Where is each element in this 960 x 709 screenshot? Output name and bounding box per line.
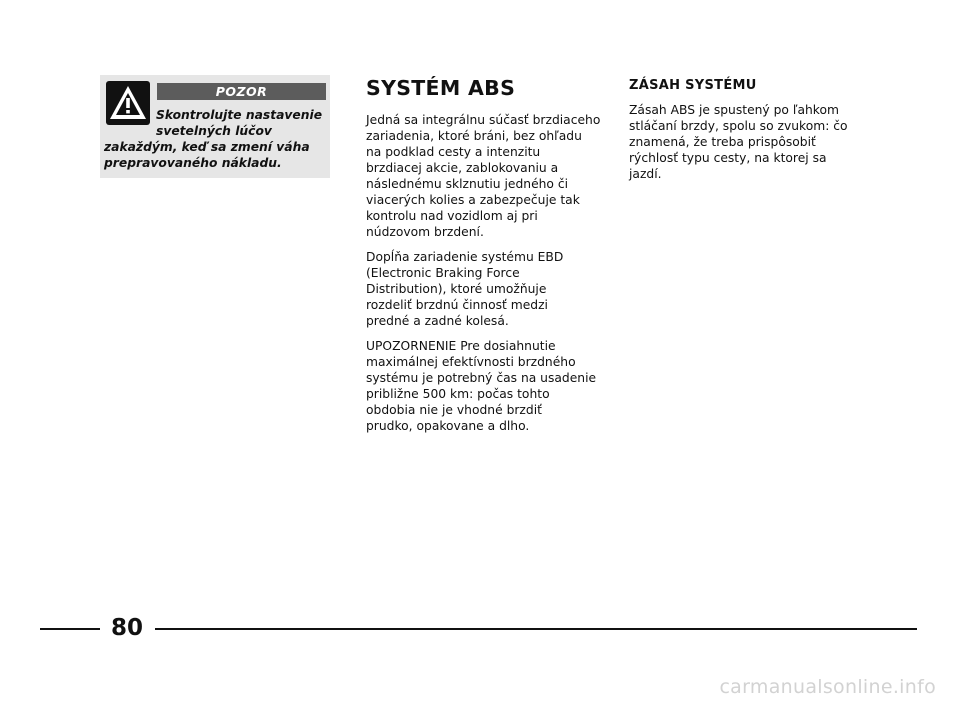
warning-box xyxy=(100,75,330,178)
text-line: znamená, že treba prispôsobiť xyxy=(629,135,816,149)
page-number: 80 xyxy=(110,615,143,641)
warning-line: Skontrolujte nastavenie xyxy=(156,108,323,122)
text-line: UPOZORNENIE Pre dosiahnutie xyxy=(366,339,556,353)
abs-paragraph xyxy=(366,112,606,240)
text-line: rýchlosť typu cesty, na ktorej sa xyxy=(629,151,827,165)
intervention-section xyxy=(629,78,869,191)
text-line: maximálnej efektívnosti brzdného xyxy=(366,355,576,369)
abs-paragraph xyxy=(366,249,606,329)
abs-title: SYSTÉM ABS xyxy=(366,76,516,100)
text-line: obdobia nie je vhodné brzdiť xyxy=(366,403,542,417)
warning-header: POZOR xyxy=(157,83,326,100)
footer-rule-left xyxy=(40,628,100,630)
warning-line: svetelných lúčov xyxy=(156,124,272,138)
abs-paragraph xyxy=(366,338,606,434)
text-line: brzdiacej akcie, zablokovaniu a xyxy=(366,161,559,175)
text-line: Jedná sa integrálnu súčasť brzdiaceho xyxy=(366,113,601,127)
text-line: predné a zadné kolesá. xyxy=(366,314,509,328)
text-line: (Electronic Braking Force xyxy=(366,266,520,280)
text-line: následnému sklznutiu jedného či xyxy=(366,177,569,191)
text-line: Zásah ABS je spustený po ľahkom xyxy=(629,103,839,117)
text-line: rozdeliť brzdnú činnosť medzi xyxy=(366,298,548,312)
text-line: viacerých kolies a zabezpečuje tak xyxy=(366,193,580,207)
intervention-paragraph xyxy=(629,102,869,182)
text-line: kontrolu nad vozidlom aj pri xyxy=(366,209,538,223)
warning-line: prepravovaného nákladu. xyxy=(104,156,282,170)
text-line: prudko, opakovane a dlho. xyxy=(366,419,530,433)
text-line: približne 500 km: počas tohto xyxy=(366,387,550,401)
text-line: Dopĺňa zariadenie systému EBD xyxy=(366,250,564,264)
text-line: Distribution), ktoré umožňuje xyxy=(366,282,547,296)
abs-section xyxy=(366,76,606,443)
warning-text xyxy=(104,107,328,171)
text-line: zariadenia, ktoré bráni, bez ohľadu xyxy=(366,129,582,143)
footer-rule-right xyxy=(155,628,917,630)
text-line: jazdí. xyxy=(629,167,662,181)
text-line: systému je potrebný čas na usadenie xyxy=(366,371,597,385)
warning-line: zakaždým, keď sa zmení váha xyxy=(104,140,310,154)
intervention-title: ZÁSAH SYSTÉMU xyxy=(629,78,757,93)
text-line: stláčaní brzdy, spolu so zvukom: čo xyxy=(629,119,848,133)
text-line: na podklad cesty a intenzitu xyxy=(366,145,541,159)
text-line: núdzovom brzdení. xyxy=(366,225,484,239)
watermark: carmanualsonline.info xyxy=(719,676,936,698)
